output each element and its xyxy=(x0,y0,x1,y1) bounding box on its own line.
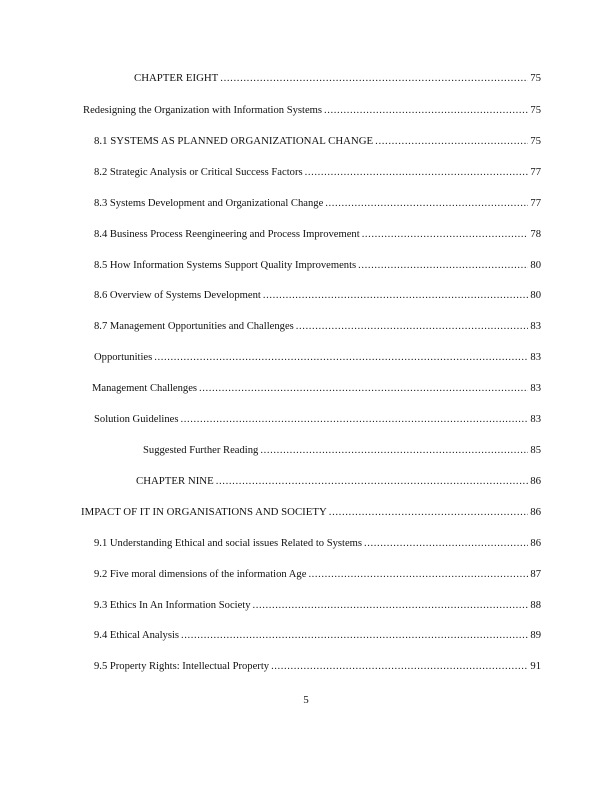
toc-entry-title: 8.7 Management Opportunities and Challenges xyxy=(94,321,294,332)
toc-entry-8-2[interactable] xyxy=(94,166,541,179)
toc-entry-page: 83 xyxy=(530,383,541,394)
toc-entry-title: CHAPTER EIGHT xyxy=(134,72,219,84)
toc-entry-page: 77 xyxy=(530,198,541,209)
toc-entry-page: 80 xyxy=(530,260,541,271)
toc-entry-page: 86 xyxy=(530,475,541,487)
toc-entry-title: Redesigning the Organization with Information Systems xyxy=(83,105,323,116)
toc-entry-9-4[interactable] xyxy=(94,629,541,642)
toc-entry-title: 9.1 Understanding Ethical and social issues Related to Systems xyxy=(94,538,363,549)
toc-entry-page: 89 xyxy=(530,630,541,641)
dot-leader xyxy=(329,506,528,519)
dot-leader xyxy=(358,259,528,272)
toc-entry-9-5[interactable] xyxy=(94,660,541,673)
dot-leader xyxy=(263,289,528,302)
dot-leader xyxy=(216,475,528,488)
toc-entry-page: 91 xyxy=(530,661,541,672)
toc-entry-9-2[interactable] xyxy=(94,568,541,581)
toc-entry-page: 83 xyxy=(530,352,541,363)
toc-entry-title: 8.2 Strategic Analysis or Critical Success Factors xyxy=(94,167,303,178)
dot-leader xyxy=(220,72,528,85)
toc-entry-9-3[interactable] xyxy=(94,599,541,612)
toc-entry-8-4[interactable] xyxy=(94,228,541,241)
dot-leader xyxy=(271,660,528,673)
toc-entry-title: Suggested Further Reading xyxy=(143,445,259,456)
toc-entry-title: 9.3 Ethics In An Information Society xyxy=(94,600,251,611)
dot-leader xyxy=(296,320,528,333)
toc-entry-opportunities[interactable] xyxy=(94,351,541,364)
dot-leader xyxy=(199,382,528,395)
toc-entry-8-6[interactable] xyxy=(94,289,541,302)
toc-entry-title: 8.6 Overview of Systems Development xyxy=(94,290,261,301)
toc-entry-page: 75 xyxy=(530,135,541,147)
toc-entry-page: 83 xyxy=(530,321,541,332)
dot-leader xyxy=(362,228,528,241)
toc-entry-title: Solution Guidelines xyxy=(94,414,179,425)
toc-entry-9-1[interactable] xyxy=(94,537,541,550)
toc-entry-title: 8.5 How Information Systems Support Quality Improvements xyxy=(94,260,357,271)
toc-entry-page: 86 xyxy=(530,506,541,518)
toc-entry-title: 9.5 Property Rights: Intellectual Property xyxy=(94,661,270,672)
toc-entry-title: Management Challenges xyxy=(92,383,198,394)
page-number: 5 xyxy=(303,694,309,706)
dot-leader xyxy=(180,413,528,426)
toc-entry-8-7[interactable] xyxy=(94,320,541,333)
toc-entry-title: CHAPTER NINE xyxy=(136,475,214,487)
toc-entry-title: 9.2 Five moral dimensions of the information Age xyxy=(94,569,307,580)
dot-leader xyxy=(308,568,528,581)
toc-entry-management-challenges[interactable] xyxy=(92,382,541,395)
dot-leader xyxy=(260,444,528,457)
toc-entry-title: IMPACT OF IT IN ORGANISATIONS AND SOCIETY xyxy=(81,506,327,518)
toc-entry-title: 8.1 SYSTEMS AS PLANNED ORGANIZATIONAL CHANGE xyxy=(94,135,374,147)
toc-entry-8-3[interactable] xyxy=(94,197,541,210)
toc-entry-solution-guidelines[interactable] xyxy=(94,413,541,426)
toc-entry-8-5[interactable] xyxy=(94,259,541,272)
toc-entry-page: 87 xyxy=(530,569,541,580)
toc-entry-page: 77 xyxy=(530,167,541,178)
toc-entry-impact-of-it[interactable] xyxy=(81,506,541,519)
toc-entry-chapter-nine[interactable] xyxy=(136,475,541,488)
toc-entry-page: 88 xyxy=(530,600,541,611)
toc-entry-title: Opportunities xyxy=(94,352,153,363)
dot-leader xyxy=(364,537,528,550)
dot-leader xyxy=(324,104,528,117)
toc-entry-page: 75 xyxy=(530,105,541,116)
toc-entry-page: 85 xyxy=(530,445,541,456)
dot-leader xyxy=(253,599,528,612)
toc-entry-title: 8.3 Systems Development and Organizational Change xyxy=(94,198,324,209)
toc-entry-8-1[interactable] xyxy=(94,135,541,148)
toc-entry-title: 9.4 Ethical Analysis xyxy=(94,630,180,641)
dot-leader xyxy=(325,197,528,210)
toc-entry-redesigning-organization[interactable] xyxy=(83,104,541,117)
toc-entry-page: 80 xyxy=(530,290,541,301)
toc-entry-chapter-eight[interactable] xyxy=(134,72,541,85)
toc-entry-page: 83 xyxy=(530,414,541,425)
toc-entry-page: 75 xyxy=(530,72,541,84)
toc-entry-suggested-reading[interactable] xyxy=(143,444,541,457)
dot-leader xyxy=(305,166,528,179)
dot-leader xyxy=(154,351,528,364)
dot-leader xyxy=(181,629,528,642)
toc-entry-title: 8.4 Business Process Reengineering and Process Improvement xyxy=(94,229,360,240)
dot-leader xyxy=(375,135,528,148)
toc-entry-page: 78 xyxy=(530,229,541,240)
toc-entry-page: 86 xyxy=(530,538,541,549)
